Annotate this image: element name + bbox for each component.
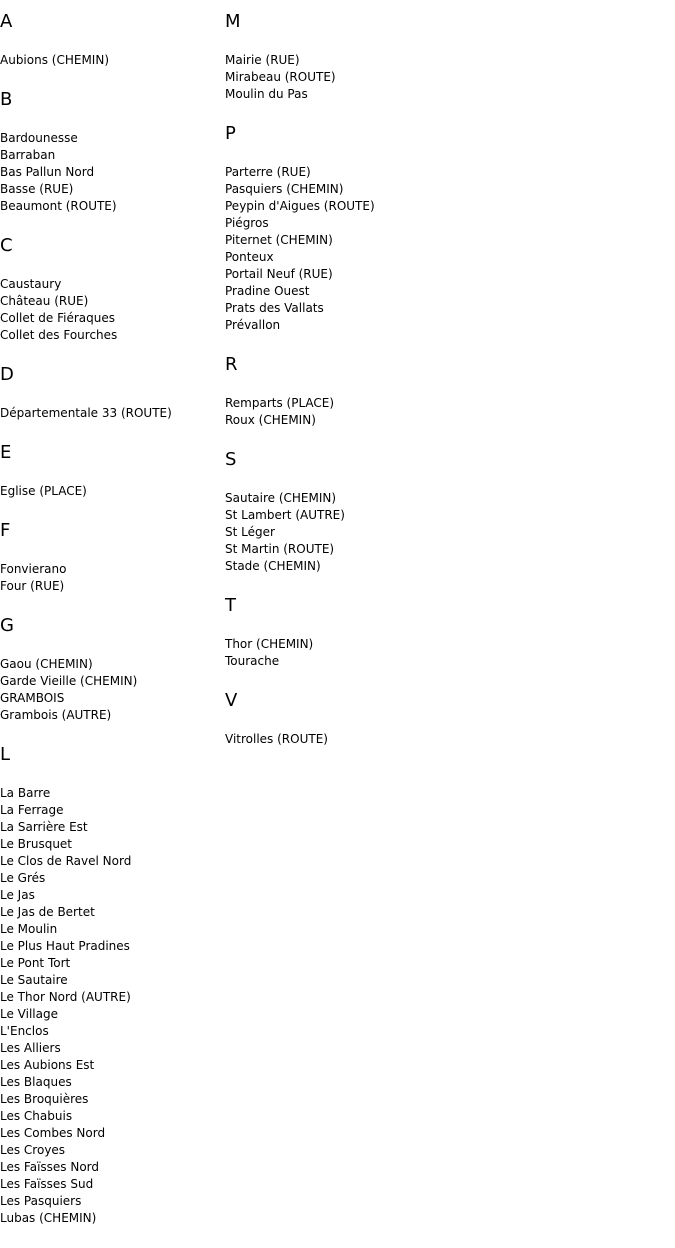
street-link[interactable]: Les Aubions Est bbox=[0, 1058, 95, 1072]
street-link[interactable]: Prats des Vallats bbox=[225, 301, 324, 315]
street-link[interactable]: L'Enclos bbox=[0, 1024, 49, 1038]
street-link[interactable]: Le Jas de Bertet bbox=[0, 905, 95, 919]
letter-section bbox=[0, 745, 224, 1227]
letter-section bbox=[225, 124, 525, 334]
street-link[interactable]: Le Clos de Ravel Nord bbox=[0, 854, 132, 868]
street-link[interactable]: Le Moulin bbox=[0, 922, 58, 936]
street-link[interactable]: St Lambert (AUTRE) bbox=[225, 508, 345, 522]
street-link[interactable]: Les Faïsses Nord bbox=[0, 1160, 100, 1174]
street-link[interactable]: Basse (RUE) bbox=[0, 182, 74, 196]
street-link[interactable]: Bas Pallun Nord bbox=[0, 165, 95, 179]
street-link[interactable]: Le Sautaire bbox=[0, 973, 68, 987]
letter-section bbox=[0, 236, 224, 344]
letter-section bbox=[0, 90, 224, 215]
letter-heading: F bbox=[0, 520, 11, 541]
street-link[interactable]: Les Croyes bbox=[0, 1143, 66, 1157]
street-index-column-right bbox=[225, 12, 525, 769]
street-link[interactable]: Fonvierano bbox=[0, 562, 67, 576]
letter-section bbox=[0, 12, 224, 69]
street-link[interactable]: Les Faïsses Sud bbox=[0, 1177, 94, 1191]
street-link[interactable]: Collet de Fiéraques bbox=[0, 311, 115, 325]
letter-heading: A bbox=[0, 11, 13, 32]
street-link[interactable]: Le Plus Haut Pradines bbox=[0, 939, 130, 953]
street-link[interactable]: Les Broquières bbox=[0, 1092, 89, 1106]
street-link[interactable]: Le Thor Nord (AUTRE) bbox=[0, 990, 131, 1004]
letter-section bbox=[225, 691, 525, 748]
street-link[interactable]: Mirabeau (ROUTE) bbox=[225, 70, 336, 84]
letter-heading: V bbox=[225, 690, 238, 711]
letter-heading: D bbox=[0, 364, 14, 385]
letter-heading: S bbox=[225, 449, 237, 470]
letter-section bbox=[225, 12, 525, 103]
street-link[interactable]: Peypin d'Aigues (ROUTE) bbox=[225, 199, 375, 213]
street-link[interactable]: Bardounesse bbox=[0, 131, 78, 145]
street-link[interactable]: Gaou (CHEMIN) bbox=[0, 657, 93, 671]
street-link[interactable]: Château (RUE) bbox=[0, 294, 89, 308]
street-link[interactable]: Départementale 33 (ROUTE) bbox=[0, 406, 172, 420]
letter-heading: B bbox=[0, 89, 13, 110]
street-link[interactable]: Piégros bbox=[225, 216, 269, 230]
letter-section bbox=[0, 616, 224, 724]
street-link[interactable]: Le Brusquet bbox=[0, 837, 73, 851]
street-link[interactable]: Roux (CHEMIN) bbox=[225, 413, 316, 427]
street-link[interactable]: Le Jas bbox=[0, 888, 35, 902]
street-link[interactable]: La Barre bbox=[0, 786, 51, 800]
letter-heading: M bbox=[225, 11, 241, 32]
street-link[interactable]: Les Pasquiers bbox=[0, 1194, 82, 1208]
street-link[interactable]: Ponteux bbox=[225, 250, 274, 264]
street-link[interactable]: Les Alliers bbox=[0, 1041, 61, 1055]
letter-section bbox=[225, 355, 525, 429]
street-link[interactable]: Portail Neuf (RUE) bbox=[225, 267, 333, 281]
street-link[interactable]: Sautaire (CHEMIN) bbox=[225, 491, 337, 505]
street-link[interactable]: Grambois (AUTRE) bbox=[0, 708, 112, 722]
letter-section bbox=[0, 521, 224, 595]
street-link[interactable]: Les Chabuis bbox=[0, 1109, 73, 1123]
street-link[interactable]: Four (RUE) bbox=[0, 579, 65, 593]
street-link[interactable]: La Sarrière Est bbox=[0, 820, 88, 834]
street-link[interactable]: St Martin (ROUTE) bbox=[225, 542, 335, 556]
street-link[interactable]: Thor (CHEMIN) bbox=[225, 637, 314, 651]
street-link[interactable]: Eglise (PLACE) bbox=[0, 484, 87, 498]
letter-heading: E bbox=[0, 442, 12, 463]
street-link[interactable]: Remparts (PLACE) bbox=[225, 396, 335, 410]
street-link[interactable]: Le Grés bbox=[0, 871, 46, 885]
street-link[interactable]: Aubions (CHEMIN) bbox=[0, 53, 109, 67]
letter-section bbox=[0, 443, 224, 500]
street-link[interactable]: Parterre (RUE) bbox=[225, 165, 311, 179]
street-link[interactable]: Pradine Ouest bbox=[225, 284, 310, 298]
street-link[interactable]: Mairie (RUE) bbox=[225, 53, 300, 67]
street-link[interactable]: Tourache bbox=[225, 654, 280, 668]
street-link[interactable]: St Léger bbox=[225, 525, 275, 539]
letter-heading: R bbox=[225, 354, 238, 375]
street-link[interactable]: Piternet (CHEMIN) bbox=[225, 233, 333, 247]
letter-section bbox=[0, 365, 224, 422]
letter-heading: G bbox=[0, 615, 14, 636]
street-link[interactable]: Garde Vieille (CHEMIN) bbox=[0, 674, 138, 688]
letter-heading: P bbox=[225, 123, 236, 144]
letter-section bbox=[225, 596, 525, 670]
street-link[interactable]: Pasquiers (CHEMIN) bbox=[225, 182, 344, 196]
street-index-column-left bbox=[0, 12, 224, 1248]
street-link[interactable]: Collet des Fourches bbox=[0, 328, 118, 342]
street-link[interactable]: La Ferrage bbox=[0, 803, 64, 817]
street-link[interactable]: GRAMBOIS bbox=[0, 691, 65, 705]
street-link[interactable]: Caustaury bbox=[0, 277, 62, 291]
letter-heading: C bbox=[0, 235, 13, 256]
street-link[interactable]: Stade (CHEMIN) bbox=[225, 559, 321, 573]
street-link[interactable]: Le Pont Tort bbox=[0, 956, 71, 970]
street-link[interactable]: Prévallon bbox=[225, 318, 281, 332]
street-link[interactable]: Moulin du Pas bbox=[225, 87, 308, 101]
street-link[interactable]: Barraban bbox=[0, 148, 56, 162]
street-link[interactable]: Les Combes Nord bbox=[0, 1126, 106, 1140]
street-link[interactable]: Vitrolles (ROUTE) bbox=[225, 732, 328, 746]
letter-heading: L bbox=[0, 744, 11, 765]
street-link[interactable]: Beaumont (ROUTE) bbox=[0, 199, 117, 213]
street-link[interactable]: Le Village bbox=[0, 1007, 58, 1021]
street-link[interactable]: Les Blaques bbox=[0, 1075, 72, 1089]
street-link[interactable]: Lubas (CHEMIN) bbox=[0, 1211, 97, 1225]
letter-heading: T bbox=[225, 595, 236, 616]
letter-section bbox=[225, 450, 525, 575]
